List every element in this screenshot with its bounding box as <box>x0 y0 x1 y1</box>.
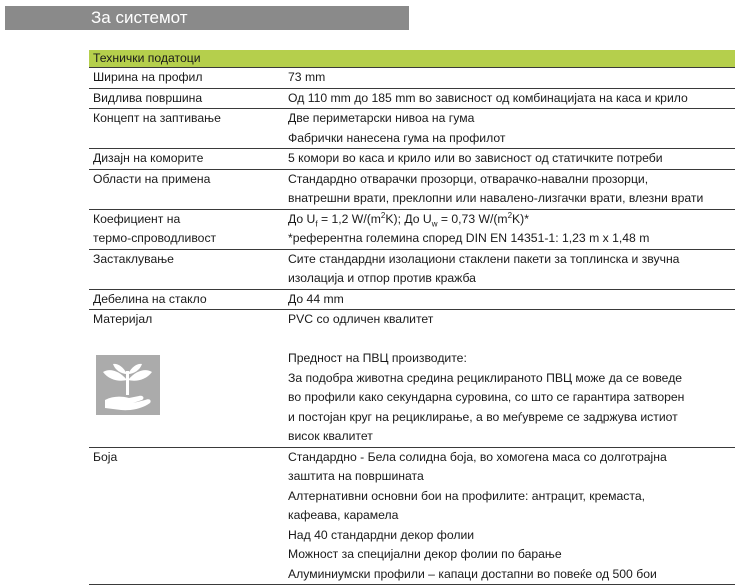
table-row <box>89 250 735 290</box>
value-line: Фабрички нанесена гума на профилот <box>288 130 506 145</box>
value-line: PVC со одличен квалитет <box>288 312 434 326</box>
u-values-line: До $U_f = 1,2$ $W/(m^2K)$; До $U_w = 0,73$ $W/(m^2K)*$ <box>288 210 529 228</box>
reference-note: *референтна големина според DIN EN 14351-1: 1,23 m x 1,48 m <box>288 231 650 245</box>
value-line: во профили како секундарна суровина, со што се гарантира затворен <box>288 390 685 404</box>
row-value: Од 110 mm до 185 mm во зависност од комбинацијата на каса и крило <box>288 90 688 105</box>
row-value <box>284 448 735 585</box>
row-value <box>284 109 735 148</box>
value-line: Стандардно отварачки прозорци, отварачко-навални прозорци, <box>288 171 649 186</box>
value-line: Сите стандардни изолациони стаклени пакети за топлинска и звучна <box>288 251 680 266</box>
row-value: До 44 mm <box>288 291 344 306</box>
label-line: Материјал <box>93 312 153 326</box>
row-label: Ширина на профил <box>93 70 203 84</box>
value-line: Алуминиумски профили – капаци достапни во повеќе од 500 бои <box>288 566 657 581</box>
row-value <box>284 210 735 249</box>
eco-plant-in-hand-icon <box>96 355 160 415</box>
table-row <box>89 310 735 448</box>
row-value <box>284 170 735 209</box>
value-line: Алтернативни основни бои на профилите: антрацит, кремаста, <box>288 488 645 503</box>
label-line: Коефициент на <box>93 211 181 226</box>
value-line: Можност за специјални декор фолии по барање <box>288 547 562 561</box>
row-value <box>284 250 735 289</box>
table-row <box>89 68 735 89</box>
table-header: Технички податоци <box>89 50 735 68</box>
row-label: Застаклување <box>93 251 174 266</box>
row-value: 5 комори во каса и крило или во зависност од статичките потреби <box>288 151 663 165</box>
table-row <box>89 290 735 311</box>
row-value: 73 mm <box>288 70 326 84</box>
value-line: Две периметарски нивоа на гума <box>288 111 475 125</box>
row-label: Боја <box>93 449 118 464</box>
row-label: Видлива површина <box>93 90 203 105</box>
table-row <box>89 109 735 149</box>
value-line: Предност на ПВЦ производите: <box>288 351 467 365</box>
row-label: Дебелина на стакло <box>93 291 207 306</box>
section-title: За системот <box>5 6 409 30</box>
table-row <box>89 89 735 110</box>
value-line: заштита на површината <box>288 469 424 483</box>
value-line: За подобра животна средина рециклираното ПВЦ може да се воведе <box>288 370 683 385</box>
row-label: Концепт на заптивање <box>93 111 221 125</box>
label-line: термо-спроводливост <box>93 231 217 245</box>
row-label <box>89 210 284 249</box>
table-row <box>89 210 735 250</box>
value-line <box>288 330 735 350</box>
value-line: изолација и отпор против кражба <box>288 271 476 285</box>
value-line: висок квалитет <box>288 429 373 443</box>
tech-data-table <box>89 50 735 585</box>
value-line: кафеава, карамела <box>288 508 399 522</box>
table-row <box>89 448 735 586</box>
row-label: Дизајн на коморите <box>93 151 204 165</box>
value-line: внатрешни врати, преклопни или навалено-лизгачки врати, влезни врати <box>288 191 704 205</box>
value-line: и постојан круг на рециклирање, а во меѓувреме се задржува истиот <box>288 409 678 424</box>
row-label <box>89 310 284 447</box>
row-value <box>284 310 735 447</box>
row-label: Области на примена <box>93 171 211 186</box>
table-row <box>89 170 735 210</box>
value-line: Стандардно - Бела солидна боја, во хомогена маса со долготрајна <box>288 449 667 464</box>
table-row <box>89 149 735 170</box>
value-line: Над 40 стандардни декор фолии <box>288 527 475 542</box>
